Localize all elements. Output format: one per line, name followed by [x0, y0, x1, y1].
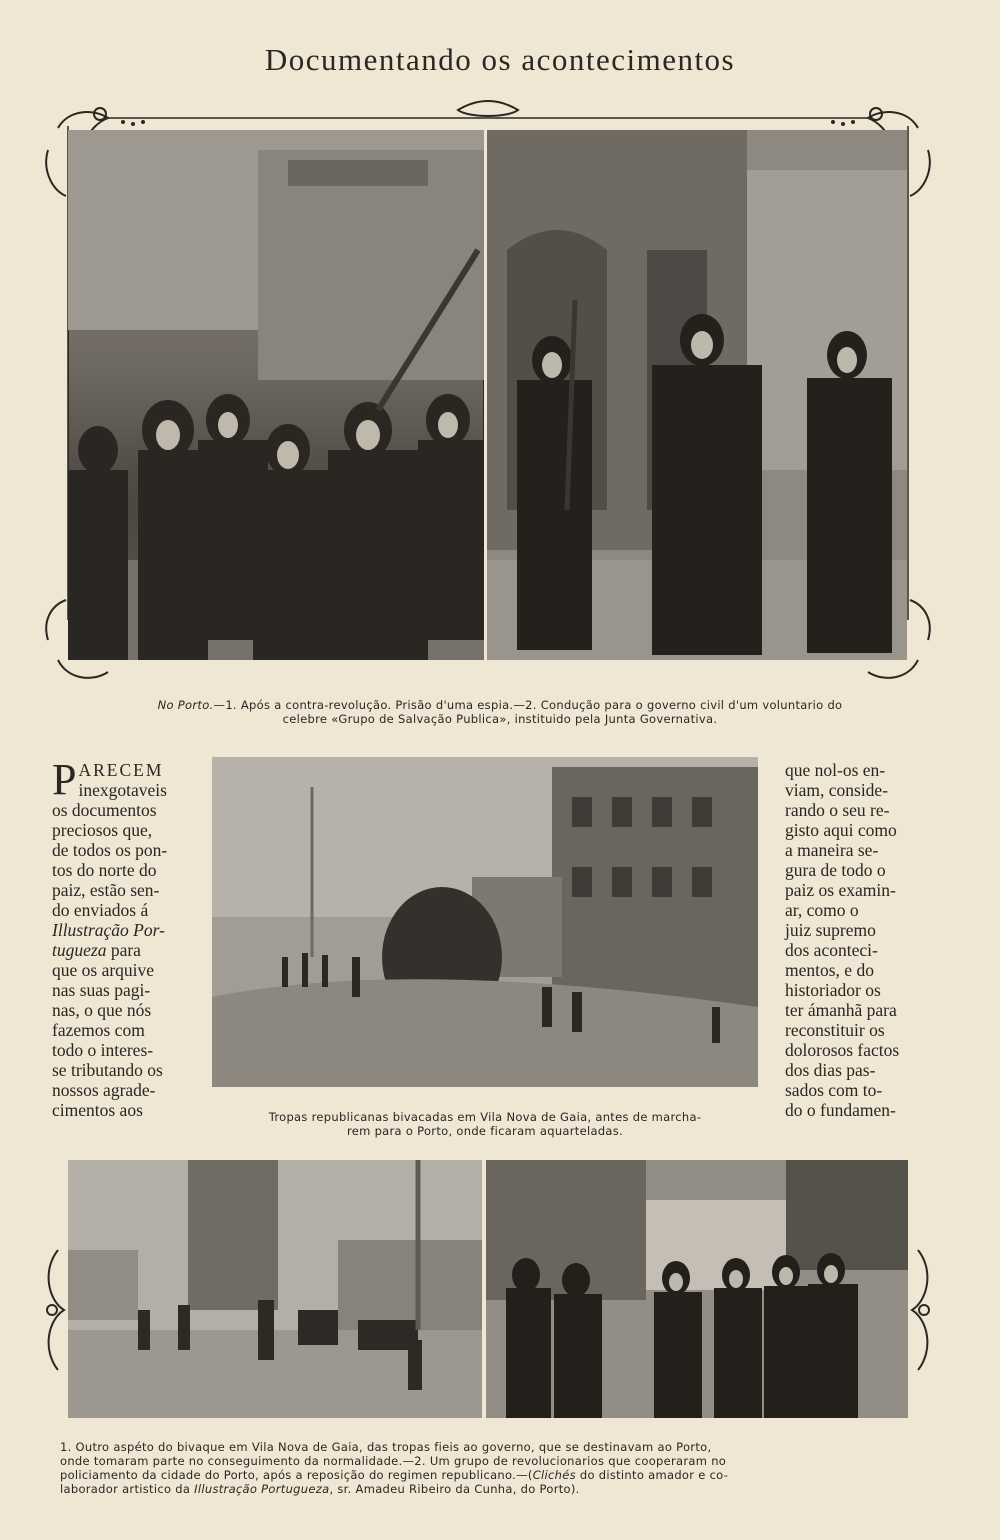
article-line: de todos os pon-: [52, 840, 168, 860]
article-first-line: PARECEM: [52, 755, 164, 804]
article-line: nas suas pagi-: [52, 980, 151, 1000]
middle-photo-caption: [212, 1110, 758, 1138]
photo-arrest-of-spy-image: [68, 130, 484, 660]
photo-revolutionary-group-image: [486, 1160, 908, 1418]
photo-arrest-of-spy: [68, 130, 484, 660]
article-line: rando o seu re-: [785, 800, 890, 820]
article-line: historiador os: [785, 980, 881, 1000]
photo-revolutionary-group: [486, 1160, 908, 1418]
article-line: gisto aqui como: [785, 820, 897, 840]
bottom-caption-line-1: 1. Outro aspéto do bivaque em Vila Nova de Gaia, das tropas fieis ao governo, que se destinavam ao Porto,: [60, 1440, 712, 1454]
article-line: juiz supremo: [785, 920, 876, 940]
article-line: dos aconteci-: [785, 940, 878, 960]
article-line: paiz os examin-: [785, 880, 896, 900]
article-line: reconstituir os: [785, 1020, 885, 1040]
dropcap: P: [52, 755, 77, 804]
photo-troops-image: [212, 757, 758, 1087]
article-line: todo o interes-: [52, 1040, 154, 1060]
article-line: que nol-os en-: [785, 760, 886, 780]
photo-bivouac-vila-nova-de-gaia: [68, 1160, 482, 1418]
article-line: se tributando os: [52, 1060, 163, 1080]
article-left-column: [52, 755, 192, 1120]
article-line: dolorosos factos: [785, 1040, 900, 1060]
photo-bivouac-image: [68, 1160, 482, 1418]
article-line: que os arquive: [52, 960, 155, 980]
article-line: tugueza para: [52, 940, 141, 960]
top-caption-line-2: celebre «Grupo de Salvação Publica», instituido pela Junta Governativa.: [282, 712, 718, 726]
article-line: sados com to-: [785, 1080, 883, 1100]
article-line: mentos, e do: [785, 960, 874, 980]
article-line: do o fundamen-: [785, 1100, 896, 1120]
bottom-caption-line-4: laborador artistico da Illustração Portugueza, sr. Amadeu Ribeiro da Cunha, do Porto).: [60, 1482, 580, 1496]
article-line: nossos agrade-: [52, 1080, 156, 1100]
article-line: tos do norte do: [52, 860, 157, 880]
article-line: os documentos: [52, 800, 157, 820]
article-line: ter ámanhã para: [785, 1000, 897, 1020]
photo-troops-vila-nova-de-gaia: [212, 757, 758, 1087]
article-line: viam, conside-: [785, 780, 889, 800]
article-line: ar, como o: [785, 900, 859, 920]
article-line: nas, o que nós: [52, 1000, 152, 1020]
article-line: cimentos aos: [52, 1100, 143, 1120]
article-line: a maneira se-: [785, 840, 879, 860]
bottom-caption-line-2: onde tomaram parte no conseguimento da normalidade.—2. Um grupo de revolucionarios que cooperaram no: [60, 1454, 727, 1468]
bottom-caption-line-3: policiamento da cidade do Porto, após a reposição do regimen republicano.—(Clichés do distinto amador e co-: [60, 1468, 729, 1482]
article-line: do enviados á: [52, 900, 149, 920]
article-line: preciosos que,: [52, 820, 153, 840]
top-caption-line-1: No Porto.—1. Após a contra-revolução. Prisão d'uma espia.—2. Condução para o governo civil d'um voluntario do: [157, 698, 843, 712]
photo-volunteer-escort: [487, 130, 907, 660]
article-line: fazemos com: [52, 1020, 145, 1040]
bottom-photos-caption: [60, 1440, 940, 1496]
article-right-column: [785, 760, 925, 1120]
caption-place: No Porto.: [157, 698, 214, 712]
article-line: dos dias pas-: [785, 1060, 876, 1080]
article-line-italic: Illustração Por-: [52, 920, 165, 940]
article-line: gura de todo o: [785, 860, 886, 880]
middle-caption-line-1: Tropas republicanas bivacadas em Vila Nova de Gaia, antes de marcha-: [268, 1110, 702, 1124]
article-line: inexgotaveis: [78, 780, 167, 800]
middle-caption-line-2: rem para o Porto, onde ficaram aquarteladas.: [346, 1124, 624, 1138]
page-title: Documentando os acontecimentos: [264, 42, 736, 77]
top-photos-caption: [60, 698, 940, 726]
article-line: paiz, estão sen-: [52, 880, 160, 900]
photo-volunteer-escort-image: [487, 130, 907, 660]
